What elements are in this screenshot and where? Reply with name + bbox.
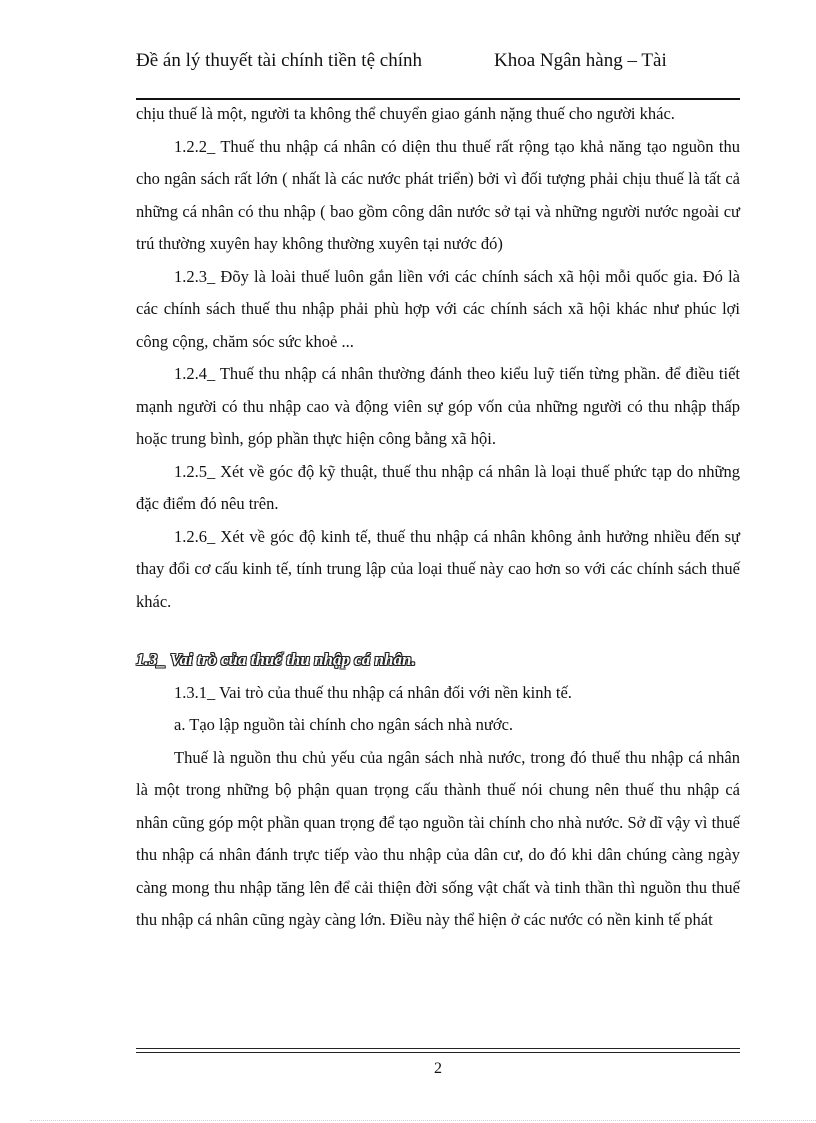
- footer-divider-top: [136, 1048, 740, 1049]
- paragraph-1-2-6: 1.2.6_ Xét về góc độ kinh tế, thuế thu nhập cá nhân không ảnh hưởng nhiều đến sự thay đổi cơ cấu kinh tế, tính trung lập của loại thuế này cao hơn so với các chính sách thuế khác.: [136, 526, 740, 611]
- paragraph-1-2-5: 1.2.5_ Xét về góc độ kỹ thuật, thuế thu nhập cá nhân là loại thuế phức tạp do những đặc điểm đó nêu trên.: [136, 461, 740, 513]
- page-edge-divider: [30, 1120, 816, 1121]
- section-heading: 1.3_ Vai trò của thuế thu nhập cá nhân.: [136, 650, 416, 669]
- header-document-title: Đề án lý thuyết tài chính tiền tệ chính: [136, 50, 422, 71]
- subsection-heading: 1.3.1_ Vai trò của thuế thu nhập cá nhân đối với nền kinh tế.: [174, 682, 572, 702]
- header-faculty: Khoa Ngân hàng – Tài: [494, 50, 667, 71]
- footer-divider-bottom: [136, 1052, 740, 1053]
- paragraph-1-2-4: 1.2.4_ Thuế thu nhập cá nhân thường đánh theo kiểu luỹ tiến từng phần. để điều tiết mạnh người có thu nhập cao và động viên sự góp vốn của những người có thu nhập thấp hoặc trung bình, góp phần thực hiện công bằng xã hội.: [136, 364, 740, 448]
- paragraph-role: Thuế là nguồn thu chủ yếu của ngân sách nhà nước, trong đó thuế thu nhập cá nhân là một trong những bộ phận quan trọng cấu thành thuế nói chung nên thuế thu nhập cá nhân cũng góp một phần quan trọng để tạo nguồn tài chính cho nhà nước. Sở dĩ vậy vì thuế thu nhập cá nhân đánh trực tiếp vào thu nhập của dân cư, do đó khi dân chúng càng ngày càng mong thu nhập tăng lên để cải thiện đời sống vật chất và tinh thần thì nguồn thu thuế thu nhập cá nhân cũng ngày càng lớn. Điều này thể hiện ở các nước có nền kinh tế phát: [136, 747, 740, 929]
- section-spacer: [136, 618, 740, 642]
- page-number: 2: [434, 1060, 442, 1077]
- paragraph-1-2-2: 1.2.2_ Thuế thu nhập cá nhân có diện thu thuế rất rộng tạo khả năng tạo nguồn thu cho ngân sách rất lớn ( nhất là các nước phát triển) bởi vì đối tượng phải chịu thuế là tất cả những cá nhân có thu nhập ( bao gồm công dân nước sở tại và những người nước ngoài cư trú thường xuyên hay không thường xuyên tại nước đó): [136, 136, 740, 253]
- paragraph-1-2-3: 1.2.3_ Đõy là loài thuế luôn gắn liền với các chính sách xã hội mỗi quốc gia. Đó là các chính sách thuế thu nhập phải phù hợp với các chính sách xã hội khác như phúc lợi công cộng, chăm sóc sức khoẻ ...: [136, 266, 740, 351]
- item-a-heading: a. Tạo lập nguồn tài chính cho ngân sách nhà nước.: [174, 715, 514, 734]
- paragraph-continuation: chịu thuế là một, người ta không thể chuyển giao gánh nặng thuế cho người khác.: [136, 104, 675, 123]
- body-text: [136, 98, 740, 937]
